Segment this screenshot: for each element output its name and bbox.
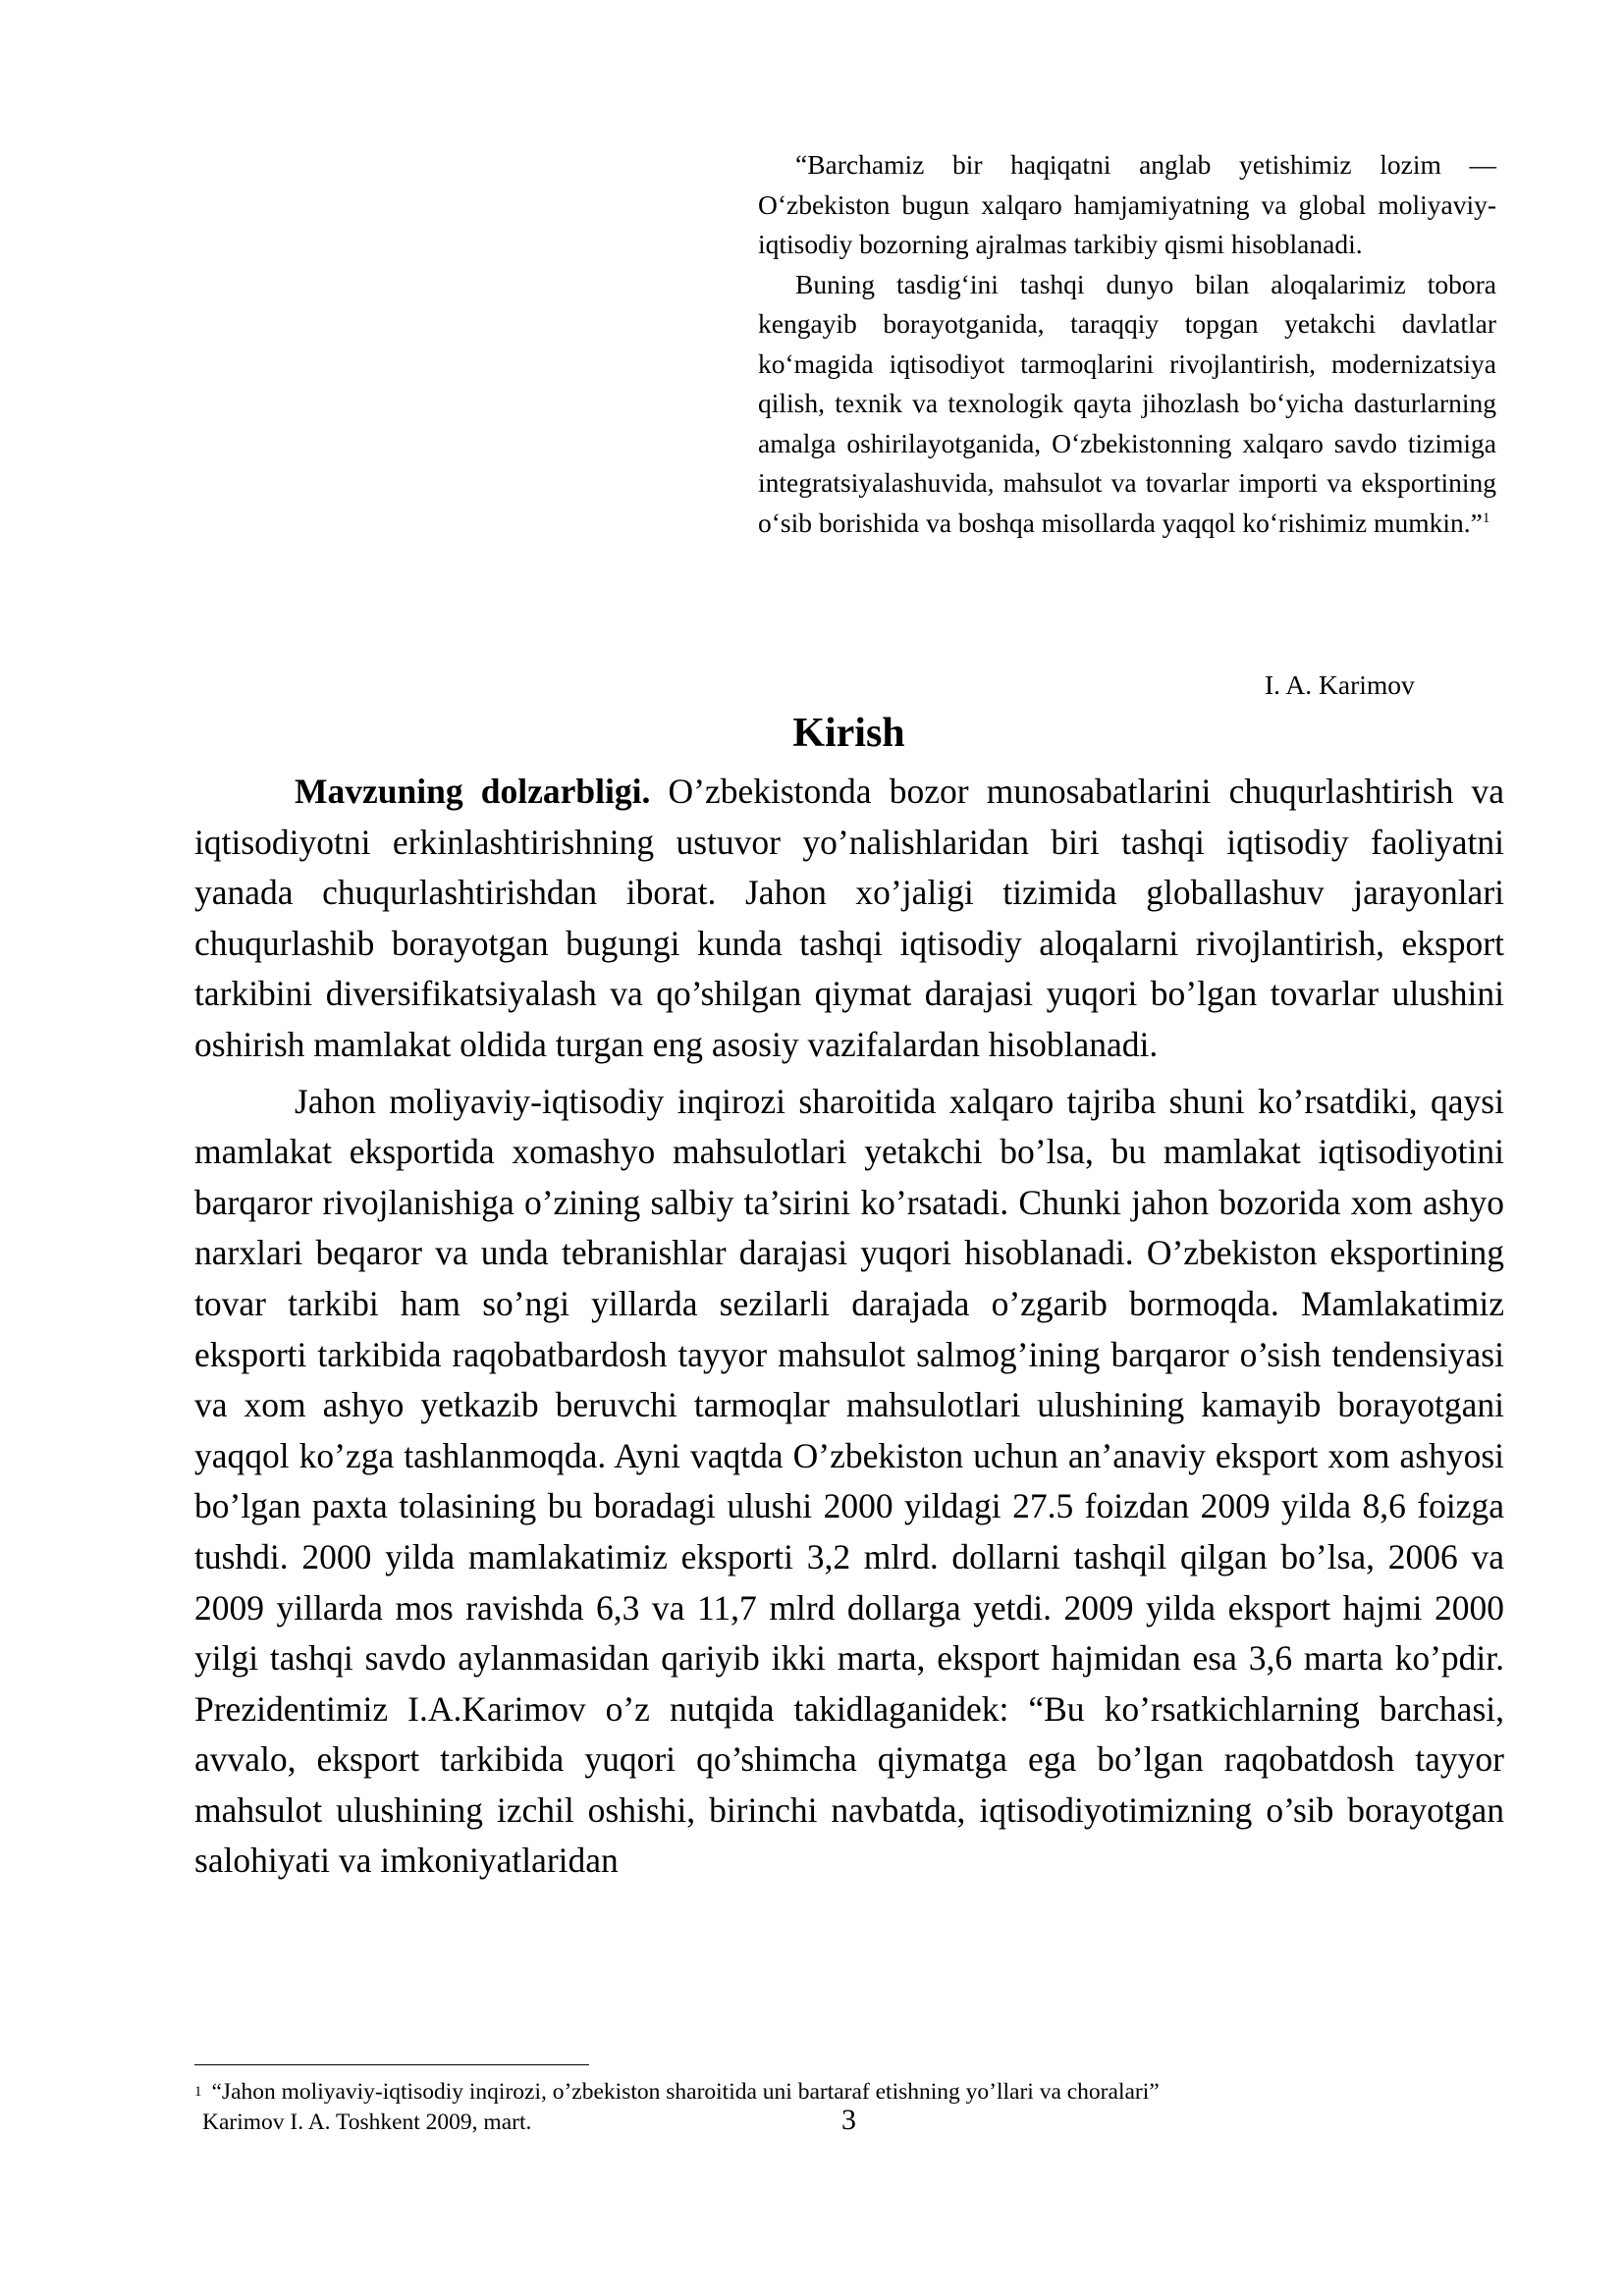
- paragraph-text: Jahon moliyaviy-iqtisodiy inqirozi sharoitida xalqaro tajriba shuni ko’rsatdiki, qaysi mamlakat eksportida xomashyo mahsulotlari yetakchi bo’lsa, bu mamlakat iqtisodiyotini barqaror rivojlanishiga o’zining salbiy ta’sirini ko’rsatadi. Chunki jahon bozorida xom ashyo narxlari beqaror va unda tebranishlar darajasi yuqori hisoblanadi. O’zbekiston eksportining tovar tarkibi ham so’ngi yillarda sezilarli darajada o’zgarib bormoqda. Mamlakatimiz eksporti tarkibida raqobatbardosh tayyor mahsulot salmog’ining barqaror o’sish tendensiyasi va xom ashyo yetkazib beruvchi tarmoqlar mahsulotlari ulushining kamayib borayotgani yaqqol ko’zga tashlanmoqda. Ayni vaqtda O’zbekiston uchun an’anaviy eksport xom ashyosi bo’lgan paxta tolasining bu boradagi ulushi 2000 yildagi 27.5 foizdan 2009 yilda 8,6 foizga tushdi. 2000 yilda mamlakatimiz eksporti 3,2 mlrd. dollarni tashqil qilgan bo’lsa, 2006 va 2009 yillarda mos ravishda 6,3 va 11,7 mlrd dollarga yetdi. 2009 yilda eksport hajmi 2000 yilgi tashqi savdo aylanmasidan qariyib ikki marta, eksport hajmidan esa 3,6 marta ko’pdir. Prezidentimiz I.A.Karimov o’z nutqida takidlaganidek: “Bu ko’rsatkichlarning barchasi, avvalo, eksport tarkibida yuqori qo’shimcha qiymatga ega bo’lgan raqobatdosh tayyor mahsulot ulushining izchil oshishi, birinchi navbatda, iqtisodiyotimizning o’sib borayotgan salohiyati va imkoniyatlaridan: [194, 1081, 1504, 1881]
- section-heading: Kirish: [792, 711, 905, 756]
- footnote-number: 1: [194, 2084, 202, 2100]
- epigraph-text: “Barchamiz bir haqiqatni anglab yetishimiz lozim — O‘zbekiston bugun xalqaro hamjamiyatning va global moliyaviy-iqtisodiy bozorning ajralmas tarkibiy qismi hisoblanadi.: [758, 149, 1496, 259]
- footnote-text: Karimov I. A. Toshkent 2009, mart.: [202, 2109, 532, 2135]
- epigraph-text: Buning tasdig‘ini tashqi dunyo bilan aloqalarimiz tobora kengayib borayotganida, taraqqiy topgan yetakchi davlatlar ko‘magida iqtisodiyot tarmoqlarini rivojlantirish, modernizatsiya qilish, texnik va texnologik qayta jihozlash bo‘yicha dasturlarning amalga oshirilayotganida, O‘zbekistonning xalqaro savdo tizimiga integratsiyalashuvida, mahsulot va tovarlar importi va eksportining o‘sib borishida va boshqa misollarda yaqqol ko‘rishimiz mumkin.”: [758, 268, 1496, 538]
- paragraph-lead: Mavzuning dolzarbligi.: [295, 772, 651, 811]
- footnote-separator: [194, 2064, 589, 2065]
- paragraph-text: O’zbekistonda bozor munosabatlarini chuqurlashtirish va iqtisodiyotni erkinlashtirishning ustuvor yo’nalishlaridan biri tashqi iqtisodiy faoliyatni yanada chuqurlashtirishdan iborat. Jahon xo’jaligi tizimida globallashuv jarayonlari chuqurlashib borayotgan bugungi kunda tashqi iqtisodiy aloqalarni rivojlantirish, eksport tarkibini diversifikatsiyalash va qo’shilgan qiymat darajasi yuqori bo’lgan tovarlar ulushini oshirish mamlakat oldida turgan eng asosiy vazifalardan hisoblanadi.: [194, 772, 1504, 1064]
- body-paragraph: [194, 1077, 1504, 1888]
- footnote-text: “Jahon moliyaviy-iqtisodiy inqirozi, o’zbekiston sharoitida uni bartaraf etishning yo’llari va choralari”: [211, 2079, 1160, 2105]
- body-text: [194, 767, 1504, 1887]
- body-paragraph: [194, 767, 1504, 1071]
- footnote-reference[interactable]: 1: [1482, 509, 1490, 526]
- epigraph: [758, 145, 1496, 543]
- epigraph-paragraph: [758, 265, 1496, 544]
- epigraph-author: I. A. Karimov: [1265, 669, 1415, 700]
- epigraph-paragraph: [758, 145, 1496, 265]
- page-number: 3: [841, 2104, 856, 2136]
